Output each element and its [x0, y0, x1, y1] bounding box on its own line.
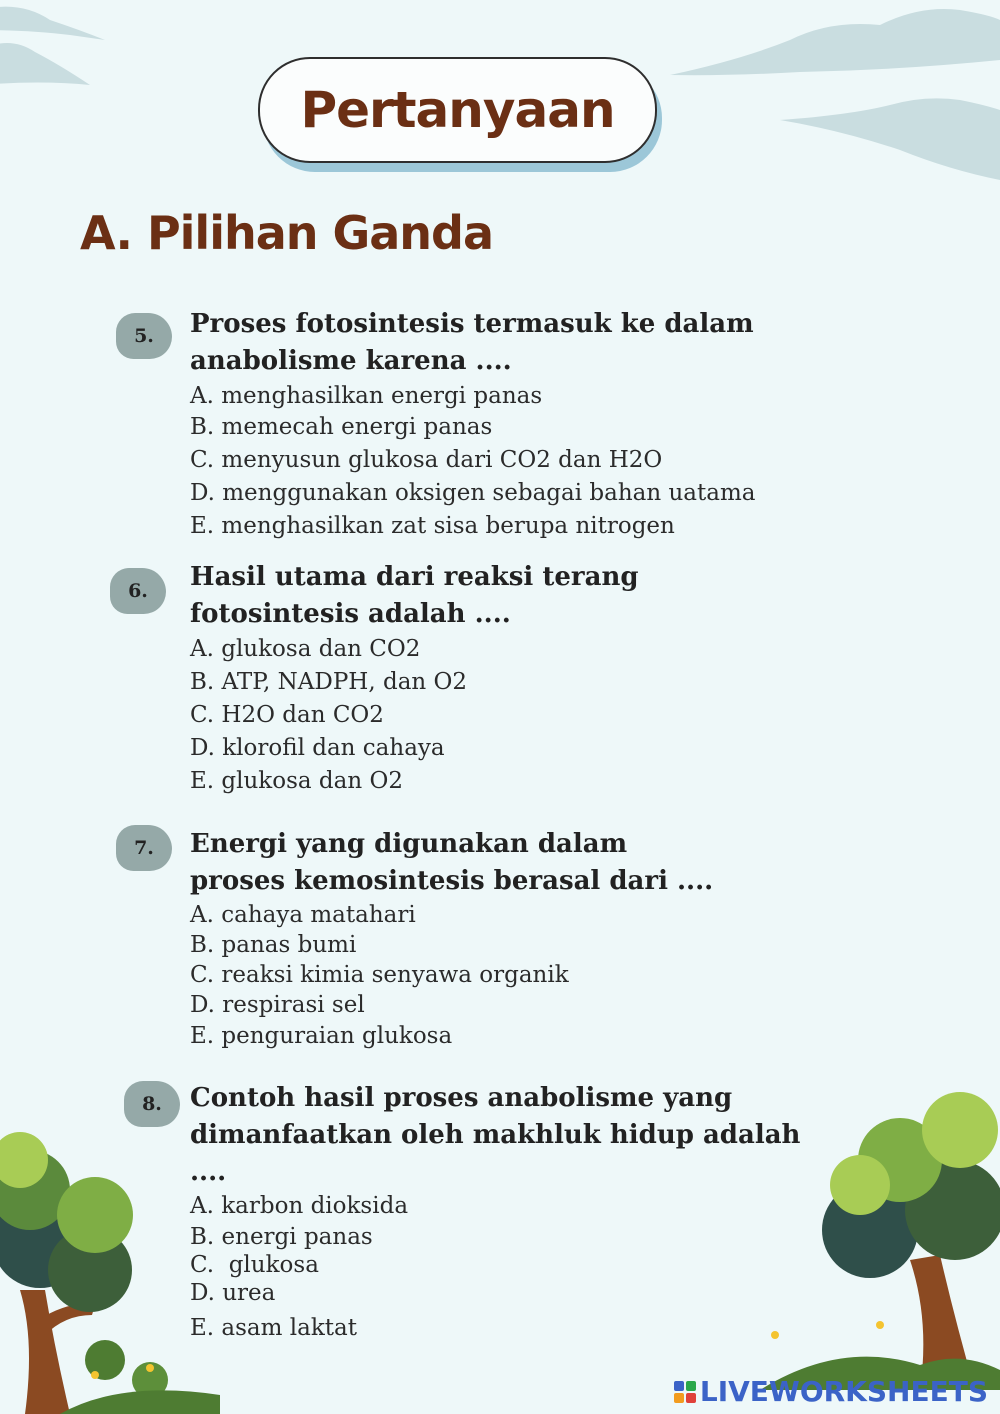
section-title: A. Pilihan Ganda	[80, 206, 494, 260]
question-text: Hasil utama dari reaksi terang fotosintesis adalah ....	[190, 562, 639, 629]
option-a[interactable]: A. menghasilkan energi panas	[190, 383, 543, 409]
option-b[interactable]: B. memecah energi panas	[190, 414, 493, 440]
option-c[interactable]: C. glukosa	[190, 1252, 319, 1278]
cloud-top-right	[650, 0, 1000, 190]
liveworksheets-watermark	[674, 1375, 988, 1408]
question-number-badge: 6.	[110, 568, 166, 614]
liveworksheets-logo-icon	[674, 1381, 696, 1403]
option-d[interactable]: D. urea	[190, 1280, 276, 1306]
question-number-badge: 8.	[124, 1081, 180, 1127]
option-e[interactable]: E. asam laktat	[190, 1315, 357, 1341]
option-b[interactable]: B. ATP, NADPH, dan O2	[190, 669, 468, 695]
title-banner	[258, 57, 657, 163]
question-block	[190, 559, 910, 798]
watermark-text: LIVEWORKSHEETS	[699, 1375, 988, 1408]
option-d[interactable]: D. respirasi sel	[190, 992, 365, 1018]
question-number-badge: 7.	[116, 825, 172, 871]
option-c[interactable]: C. H2O dan CO2	[190, 702, 384, 728]
question-text: Proses fotosintesis termasuk ke dalam anabolisme karena ....	[190, 309, 754, 376]
question-number-badge: 5.	[116, 313, 172, 359]
question-block	[190, 306, 910, 543]
option-c[interactable]: C. menyusun glukosa dari CO2 dan H2O	[190, 447, 663, 473]
option-a[interactable]: A. glukosa dan CO2	[190, 636, 421, 662]
page-title: Pertanyaan	[300, 81, 615, 139]
option-b[interactable]: B. energi panas	[190, 1224, 373, 1250]
option-e[interactable]: E. menghasilkan zat sisa berupa nitrogen	[190, 513, 675, 539]
question-text: Energi yang digunakan dalam proses kemosintesis berasal dari ....	[190, 829, 714, 896]
question-block	[190, 826, 910, 1052]
cloud-top-left	[0, 0, 120, 100]
option-d[interactable]: D. klorofil dan cahaya	[190, 735, 445, 761]
option-e[interactable]: E. glukosa dan O2	[190, 768, 403, 794]
option-c[interactable]: C. reaksi kimia senyawa organik	[190, 962, 569, 988]
option-b[interactable]: B. panas bumi	[190, 932, 357, 958]
option-e[interactable]: E. penguraian glukosa	[190, 1023, 453, 1049]
option-a[interactable]: A. karbon dioksida	[190, 1193, 409, 1219]
option-d[interactable]: D. menggunakan oksigen sebagai bahan uatama	[190, 480, 756, 506]
option-a[interactable]: A. cahaya matahari	[190, 902, 416, 928]
question-block	[190, 1080, 910, 1348]
question-text: Contoh hasil proses anabolisme yang dimanfaatkan oleh makhluk hidup adalah ....	[190, 1083, 801, 1187]
